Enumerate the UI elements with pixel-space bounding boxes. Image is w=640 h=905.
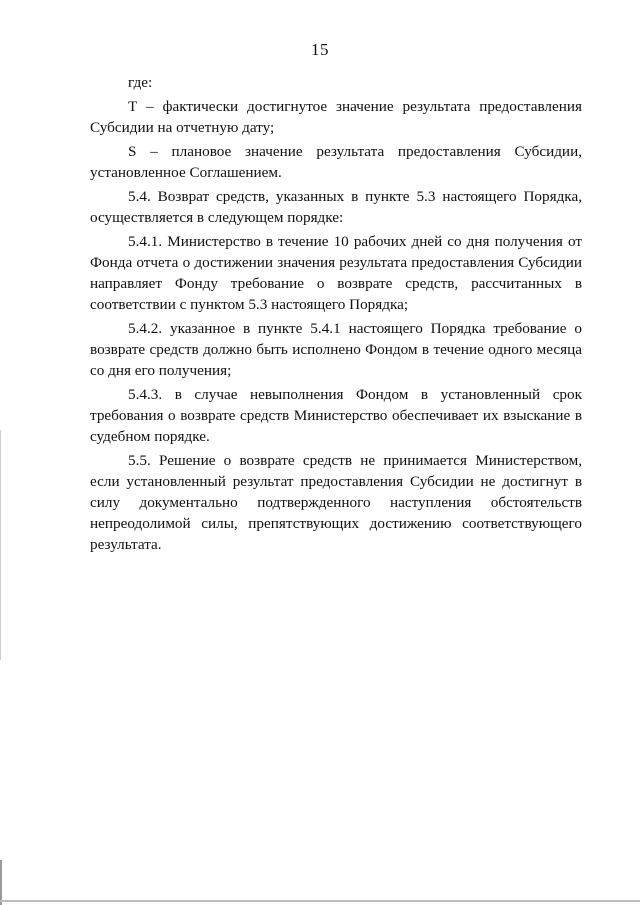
paragraph-5-4-3: 5.4.3. в случае невыполнения Фондом в установленный срок требования о возврате средств Министерство обеспечивает их взыскание в судебном порядке.	[90, 386, 582, 445]
page-number: 15	[311, 40, 329, 59]
paragraph-5-4-1: 5.4.1. Министерство в течение 10 рабочих дней со дня получения от Фонда отчета о достижении значения результата предоставления Субсидии направляет Фонду требование о возврате средств, рассчитанных в соответствии с пунктом 5.3 настоящего Порядка;	[90, 233, 582, 313]
paragraph-where: где:	[128, 74, 153, 91]
paragraph-5-5: 5.5. Решение о возврате средств не принимается Министерством, если установленный результат предоставления Субсидии не достигнут в силу документально подтвержденного наступления обстоятельств непреодолимой силы, препятствующих достижению соответствующего результата.	[90, 452, 582, 553]
document-body	[90, 72, 582, 558]
scan-edge-line	[0, 430, 1, 660]
paragraph-definition-t: Т – фактически достигнутое значение результата предоставления Субсидии на отчетную дату;	[90, 98, 582, 136]
paragraph-5-4-2: 5.4.2. указанное в пункте 5.4.1 настоящего Порядка требование о возврате средств должно быть исполнено Фондом в течение одного месяца со дня его получения;	[90, 320, 582, 379]
bottom-scan-border	[0, 900, 640, 902]
paragraph-5-4: 5.4. Возврат средств, указанных в пункте 5.3 настоящего Порядка, осуществляется в следующем порядке:	[90, 188, 582, 226]
paragraph-definition-s: S – плановое значение результата предоставления Субсидии, установленное Соглашением.	[90, 143, 582, 181]
scan-edge-mark	[0, 860, 2, 905]
